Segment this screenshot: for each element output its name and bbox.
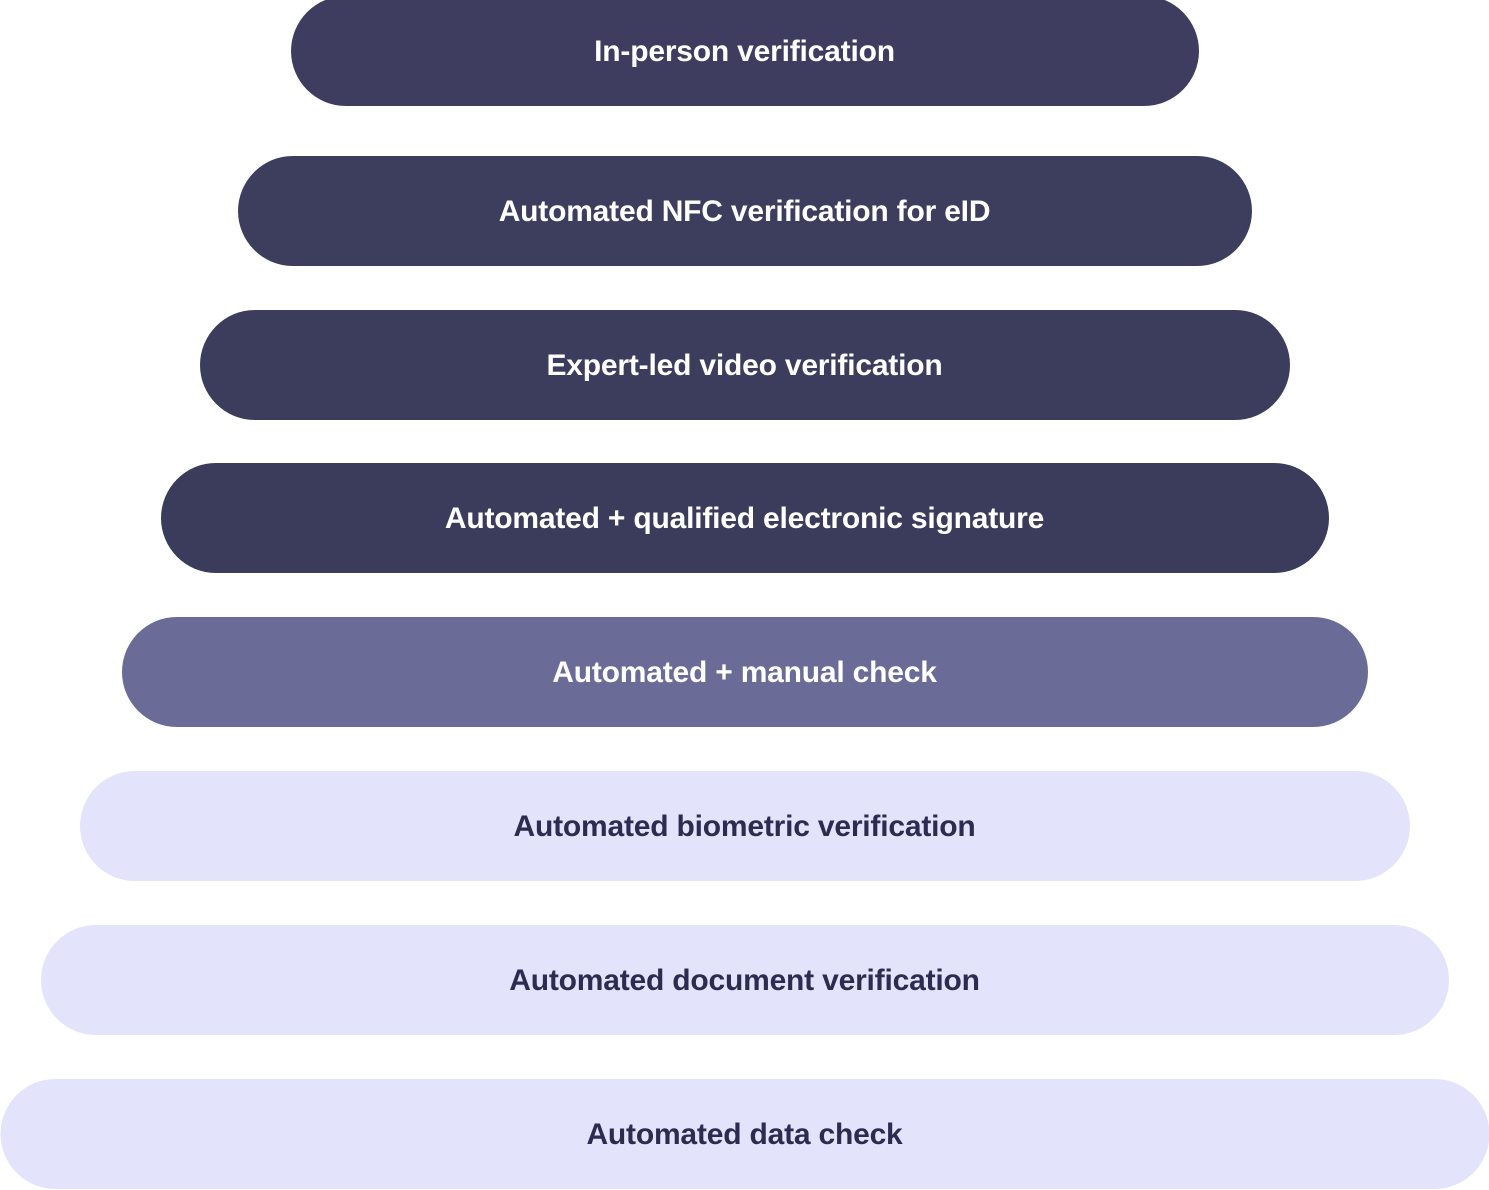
pyramid-layer [161, 463, 1329, 573]
pyramid-layer-label: Automated + manual check [552, 655, 937, 689]
pyramid-layer-label: In-person verification [594, 34, 895, 68]
pyramid-layer [200, 310, 1290, 420]
pyramid-layer [291, 0, 1199, 106]
pyramid-layer-label: Automated + qualified electronic signature [444, 501, 1045, 535]
pyramid-layer [238, 156, 1252, 266]
pyramid-layer-label: Automated data check [586, 1117, 903, 1151]
pyramid-layer [80, 771, 1410, 881]
pyramid-layer [41, 925, 1449, 1035]
pyramid-layer [122, 617, 1368, 727]
pyramid-layer-label: Automated NFC verification for eID [498, 194, 991, 228]
pyramid-layer [0, 1079, 1489, 1189]
pyramid-layer-label: Automated document verification [509, 963, 980, 997]
pyramid-layer-label: Automated biometric verification [513, 809, 976, 843]
pyramid-layer-label: Expert-led video verification [546, 348, 943, 382]
